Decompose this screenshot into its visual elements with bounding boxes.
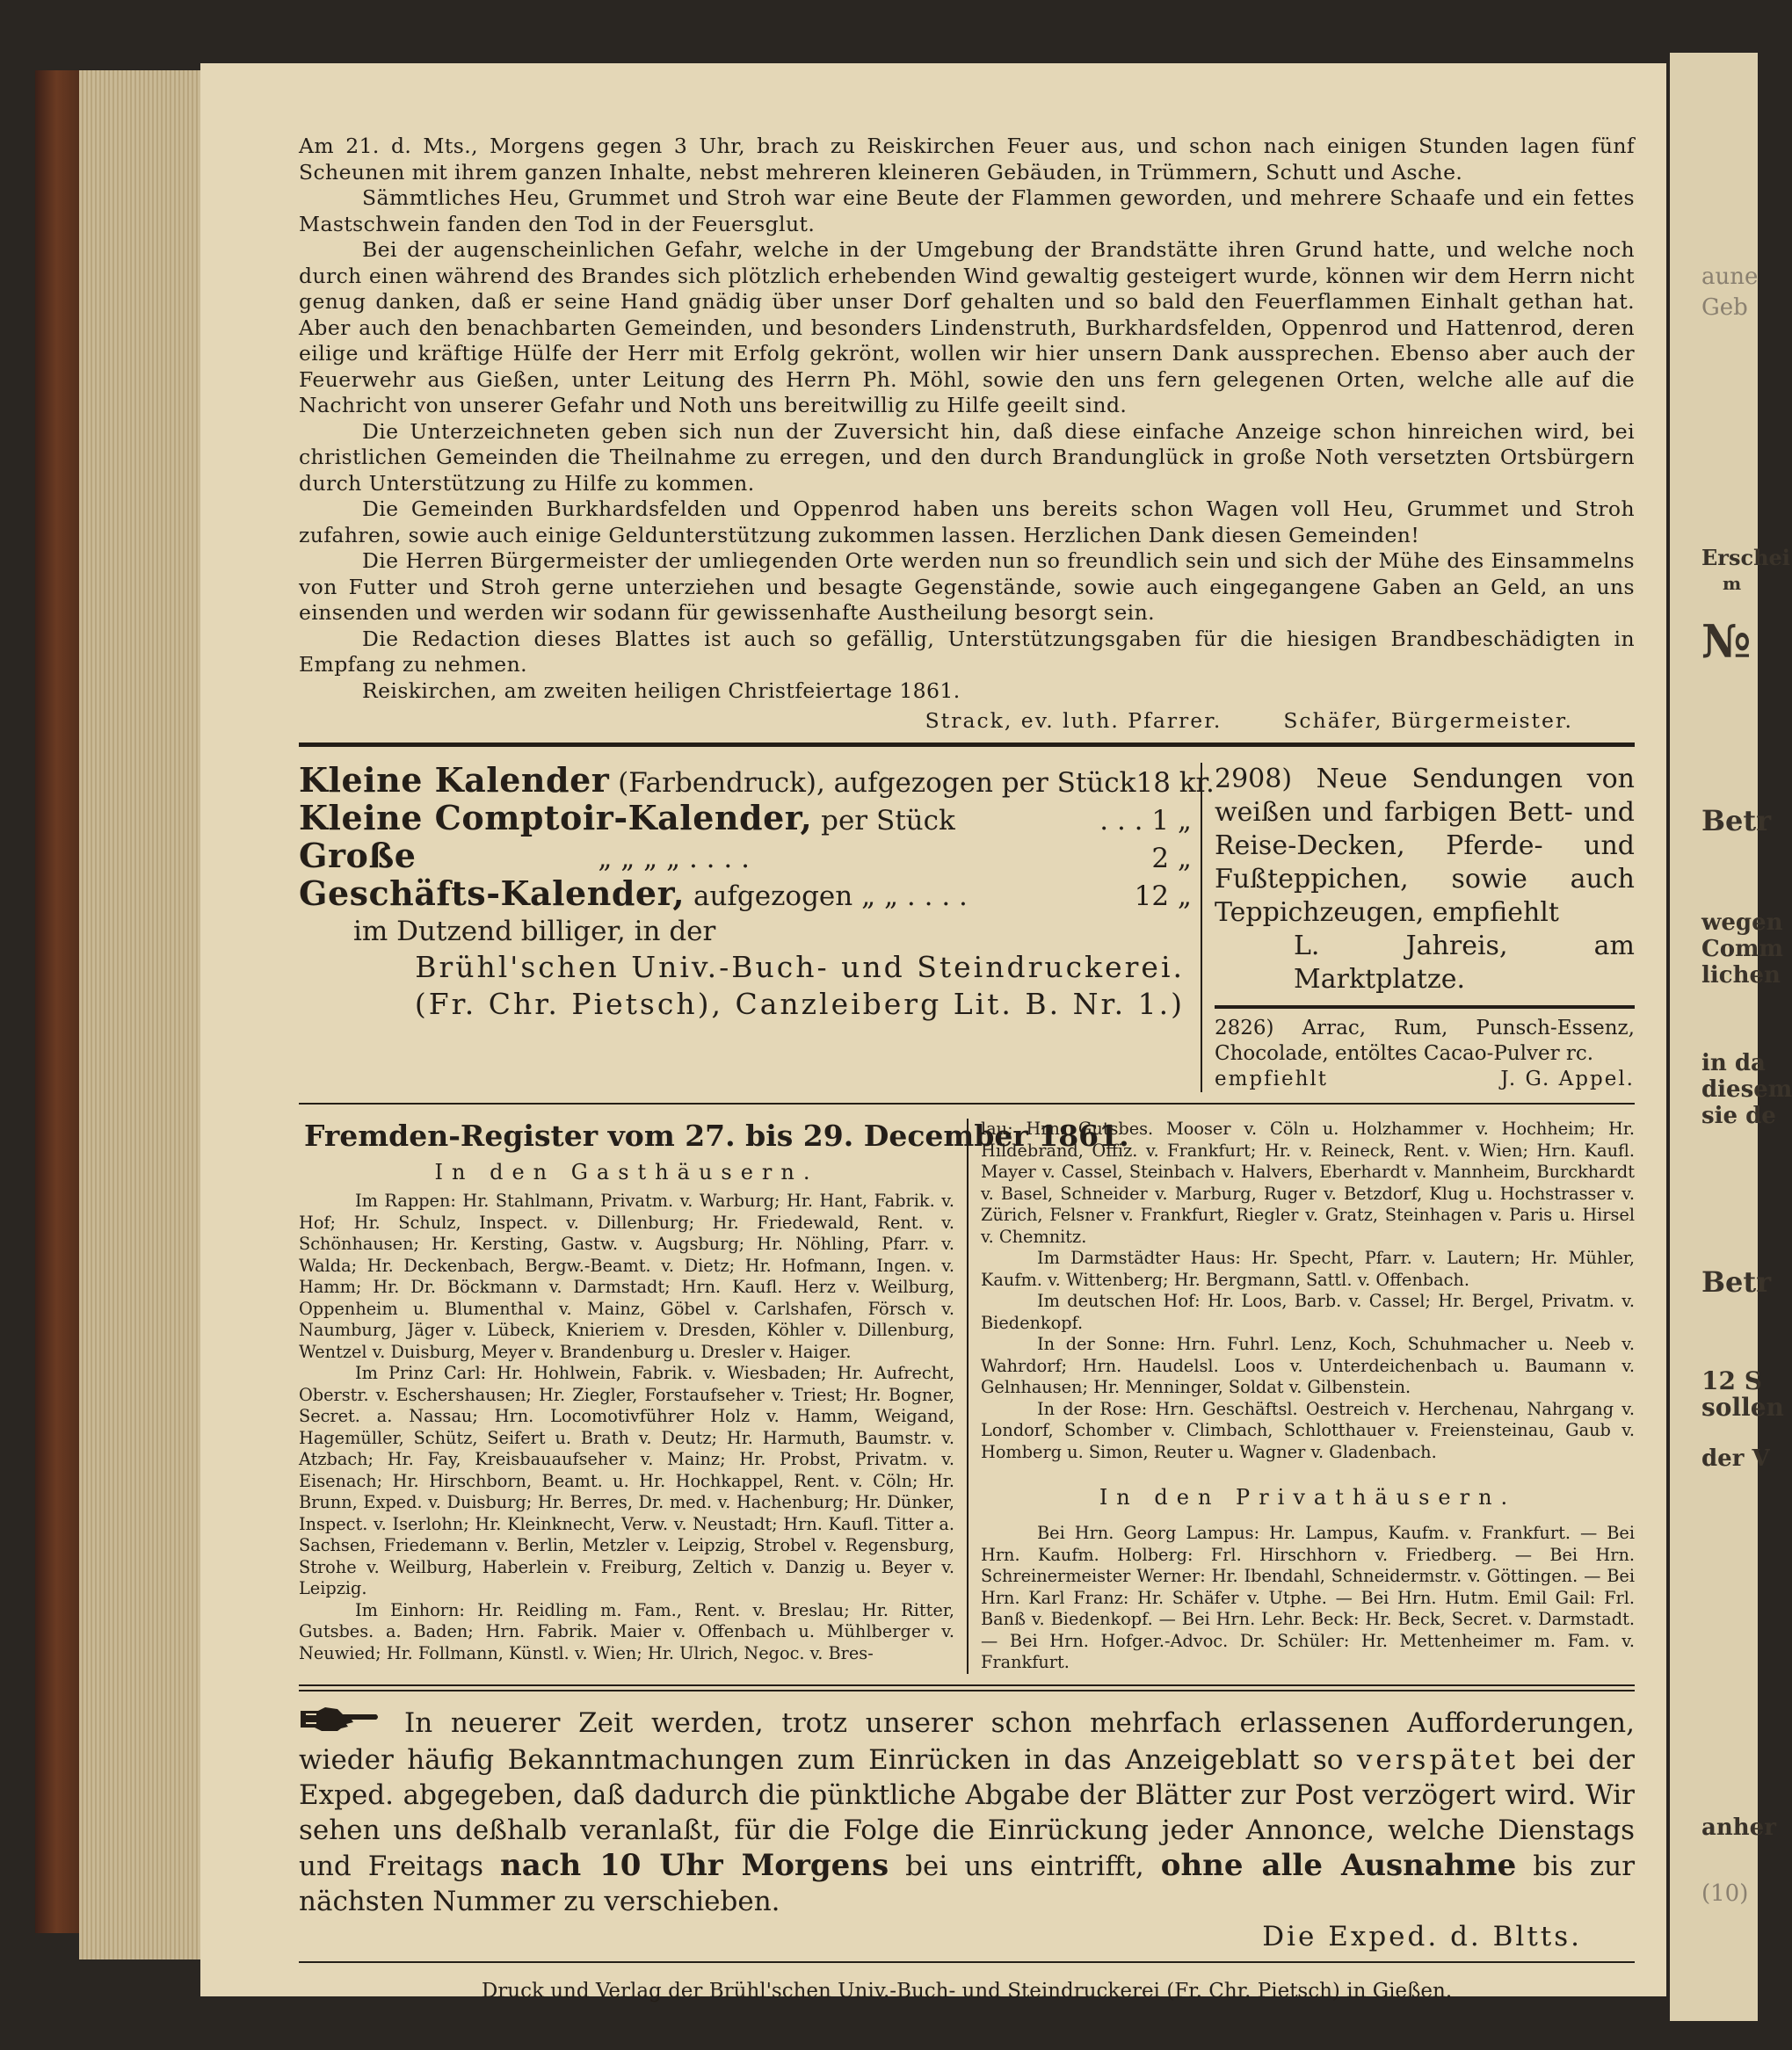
ad-2826 [1215, 1005, 1635, 1092]
ad-2826-text: 2826) Arrac, Rum, Punsch-Essenz, Chocolade, entöltes Cacao-Pulver rc. [1215, 1017, 1635, 1065]
report-signatures [299, 707, 1635, 734]
register-entry-continued: lau; Hrn. Gutsbes. Mooser v. Cöln u. Holzhammer v. Hochheim; Hr. Hildebrand, Offiz. v. Frankfurt; Hr. v. Reineck, Rent. v. Wien; Hrn. Kaufl. Mayer v. Cassel, Steinbach v. Halvers, Eberhardt v. Mannheim, Burckhardt v. Basel, Schneider v. Marburg, Ruger v. Betzdorf, Klug u. Hochstrasser v. Zürich, Felsner v. Frankfurt, Riegler v. Gratz, Steinhagen v. Paris u. Hirsel v. Chemnitz. [981, 1119, 1635, 1247]
inn-name: Im Rappen: [355, 1191, 456, 1211]
fragment-text: sollen [1701, 1393, 1784, 1422]
right-advertisements [1202, 763, 1635, 1092]
register-entry: Im Darmstädter Haus: Hr. Specht, Pfarr. v. Lautern; Hr. Mühler, Kaufm. v. Wittenberg; Hr. Bergmann, Sattl. v. Offenbach. [981, 1248, 1635, 1290]
printer-imprint: Druck und Verlag der Brühl'schen Univ.-Buch- und Steindruckerei (Fr. Chr. Pietsch) in Gießen. [481, 1980, 1453, 2003]
notice-emphasis: verspätet [1356, 1744, 1520, 1776]
register-entry: Im Rappen: Hr. Stahlmann, Privatm. v. Warburg; Hr. Hant, Fabrik. v. Hof; Hr. Schulz, Inspect. v. Dillenburg; Hr. Friedewald, Rent. v. Schönhausen; Hr. Kersting, Gastw. v. Augsburg; Hr. Nöhling, Pfarr. v. Walda; Hr. Deckenbach, Bergw.-Beamt. v. Dietz; Hr. Hofmann, Ingen. v. Hamm; Hr. Dr. Böckmann v. Darmstadt; Hrn. Kaufl. Herz v. Weilburg, Oppenheim u. Blumenthal v. Mainz, Göbel v. Carlshafen, Försch v. Naumburg, Jäger v. Lübeck, Knieriem v. Dresden, Köhler v. Dillenburg, Wentzel v. Duisburg, Meyer v. Brandenburg u. Dresler v. Haiger. [299, 1191, 954, 1362]
register-entry: In der Rose: Hrn. Geschäftsl. Oestreich v. Herchenau, Nahrgang v. Londorf, Schomber v. Climbach, Schlotthauer v. Freiensteinau, Gaub v. Homberg u. Simon, Reuter u. Wagner v. Gladenbach. [981, 1398, 1635, 1462]
fragment-text: Erschei [1701, 545, 1790, 570]
calendar-line [299, 800, 1192, 838]
register-entry: In der Sonne: Hrn. Fuhrl. Lenz, Koch, Schuhmacher u. Neeb v. Wahrdorf; Hrn. Haudelsl. Loos v. Unterdeichenbach u. Baumann v. Gelnhausen; Hr. Menninger, Soldat v. Gilbenstein. [981, 1334, 1635, 1397]
section-divider [299, 742, 1635, 747]
inn-name: Im deutschen Hof: [1037, 1291, 1201, 1311]
fragment-text: Comm [1701, 936, 1784, 962]
report-paragraph: Sämmtliches Heu, Grummet und Stroh war eine Beute der Flammen geworden, und mehrere Schaafe und ein fettes Mastschwein fanden den Tod in der Feuersglut. [299, 185, 1635, 236]
fragment-text: diesem [1701, 1076, 1792, 1103]
report-paragraph: Die Herren Bürgermeister der umliegenden Orte werden nun so freundlich sein und sich der Mühe des Einsammelns von Futter und Stroh gerne unterziehen und besagte Gegenstände, sowie auch eingegangene Gaben an Geld, an uns einsenden und werden wir sodann für gewissenhafte Austheilung besorgt sein. [299, 548, 1635, 625]
inn-name: In der Sonne: [1037, 1334, 1165, 1354]
page-content [299, 134, 1635, 2005]
calendar-address: (Fr. Chr. Pietsch), Canzleiberg Lit. B. Nr. 1.) [414, 987, 1185, 1021]
calendar-item-desc: aufgezogen „ „ . . . . [693, 880, 968, 912]
fragment-text: der V [1701, 1445, 1770, 1472]
calendar-item-price: 12 „ [1134, 880, 1192, 912]
notice-no-exception: ohne alle Ausnahme [1160, 1848, 1517, 1883]
ad-2908-signature: L. Jahreis, am Marktplatze. [1294, 931, 1635, 995]
ad-2908 [1215, 763, 1635, 996]
facing-page-fragment [1670, 53, 1792, 2021]
report-paragraph: Bei der augenscheinlichen Gefahr, welche in der Umgebung der Brandstätte ihren Grund hatte, und welche noch durch einen während des Brandes sich plötzlich erhebenden Wind gewaltig gesteigert wurde, können wir dem Herrn nicht genug danken, daß er seine Hand gnädig über unser Dorf gehalten und so bald den Feuerflammen Einhalt gethan hat. Aber auch den benachbarten Gemeinden, und besonders Lindenstruth, Burkhardsfelden, Oppenrod und Hattenrod, deren eilige und kräftige Hülfe der Herr mit Erfolg gekrönt, wollen wir hier unsern Dank aussprechen. Ebenso aber auch der Feuerwehr aus Gießen, unter Leitung des Herrn Ph. Möhl, sowie den uns fern gelegenen Orten, welche alle auf die Nachricht von unserer Gefahr und Noth uns bereitwillig zu Hilfe geeilt sind. [299, 237, 1635, 417]
page-edges [79, 70, 202, 1959]
register-subheading: In den Gasthäusern. [434, 1160, 819, 1184]
report-paragraph: Die Gemeinden Burkhardsfelden und Oppenrod haben uns bereits schon Wagen voll Heu, Grummet und Stroh zufahren, sowie auch einige Geldunterstützung zukommen lassen. Herzlichen Dank diesen Gemeinden! [299, 496, 1635, 547]
calendar-item-name: Geschäfts-Kalender, [299, 873, 686, 913]
section-divider [299, 1103, 1635, 1105]
register-entry: Im Einhorn: Hr. Reidling m. Fam., Rent. v. Breslau; Hr. Ritter, Gutsbes. a. Baden; Hrn. Fabrik. Maier v. Offenbach u. Mühlberger v. Neuwied; Hr. Follmann, Künstl. v. Wien; Hr. Ulrich, Negoc. v. Bres- [299, 1599, 954, 1663]
inn-name: Im Einhorn: [355, 1599, 465, 1620]
notice-deadline: nach 10 Uhr Morgens [500, 1848, 889, 1883]
fragment-text: № [1701, 615, 1752, 669]
calendar-item-price: 18 kr. [1135, 767, 1215, 799]
report-dateline: Reiskirchen, am zweiten heiligen Christfeiertage 1861. [362, 677, 961, 703]
calendar-item-name: Kleine Kalender [299, 760, 610, 800]
calendar-item-desc: (Farbendruck), aufgezogen per Stück [618, 767, 1136, 799]
calendar-line [299, 873, 1192, 914]
calendar-item-price: . . . 1 „ [1099, 805, 1192, 837]
pointing-hand-icon [299, 1706, 380, 1742]
ad-2826-recommend: empfiehlt [1215, 1068, 1329, 1090]
calendar-item-desc: „ „ „ „ . . . . [598, 843, 750, 874]
fragment-text: Betr [1701, 1265, 1772, 1299]
register-title: Fremden-Register vom 27. bis 29. December 1861. [304, 1119, 1129, 1153]
fragment-text: anher [1701, 1815, 1776, 1841]
signature-pastor: Strack, ev. luth. Pfarrer. [925, 708, 1222, 733]
calendar-item-desc: per Stück [821, 805, 955, 837]
fragment-text: wegen [1701, 909, 1783, 936]
fragment-text: aune [1701, 264, 1759, 290]
section-divider [299, 1961, 1635, 1963]
section-divider [299, 1690, 1635, 1691]
register-subheading: In den Privathäusern. [1099, 1485, 1517, 1510]
calendar-item-name: Kleine Comptoir-Kalender, [299, 798, 813, 837]
inn-name: Im Prinz Carl: [355, 1363, 487, 1383]
fragment-text: in da [1701, 1050, 1766, 1076]
calendar-item-price: 2 „ [1151, 843, 1192, 874]
fragment-text: 12 S [1701, 1366, 1762, 1395]
advertisements-row [299, 760, 1635, 1092]
fragment-text: Betr [1701, 804, 1772, 837]
calendar-line [299, 838, 1192, 876]
report-paragraph: Die Unterzeichneten geben sich nun der Zuversicht hin, daß diese einfache Anzeige schon hinreichen wird, bei christlichen Gemeinden die Theilnahme zu erregen, und den durch Brandunglück in große Noth versetzten Ortsbürgern durch Unterstützung zu Hilfe zu kommen. [299, 418, 1635, 496]
register-column-right [967, 1119, 1635, 1674]
ad-2908-text: 2908) Neue Sendungen von weißen und farbigen Bett- und Reise-Decken, Pferde- und Fußteppichen, sowie auch Teppichzeugen, empfiehlt [1215, 764, 1635, 928]
fragment-text: (10) [1701, 1880, 1749, 1907]
calendar-note: im Dutzend billiger, in der [353, 916, 716, 947]
newspaper-page [200, 63, 1666, 2003]
notice-signature: Die Exped. d. Bltts. [1262, 1921, 1582, 1952]
calendar-item-name: Große [299, 836, 417, 875]
fremden-register [299, 1119, 1635, 1674]
inn-name: Im Darmstädter Haus: [1037, 1248, 1241, 1268]
register-entry: Im deutschen Hof: Hr. Loos, Barb. v. Cassel; Hr. Bergel, Privatm. v. Biedenkopf. [981, 1291, 1635, 1333]
fragment-text: lichen [1701, 962, 1781, 989]
fragment-text: sie de [1701, 1103, 1776, 1129]
fragment-text: Geb [1701, 294, 1748, 321]
report-paragraph: Am 21. d. Mts., Morgens gegen 3 Uhr, brach zu Reiskirchen Feuer aus, und schon nach einigen Stunden lagen fünf Scheunen mit ihrem ganzen Inhalte, nebst mehreren kleineren Gebäuden, in Trümmern, Schutt und Asche. [299, 134, 1635, 185]
fire-report [299, 134, 1635, 734]
register-entry: Im Prinz Carl: Hr. Hohlwein, Fabrik. v. Wiesbaden; Hr. Aufrecht, Oberstr. v. Eschershausen; Hr. Ziegler, Forstaufseher v. Triest; Hr. Bogner, Secret. a. Nassau; Hrn. Locomotivführer Holz v. Hamm, Weigand, Hagemüller, Schütz, Seifert u. Brath v. Deutz; Hr. Harmuth, Baumstr. v. Atzbach; Hr. Fay, Kreisbauaufseher v. Mainz; Hr. Probst, Privatm. v. Eisenach; Hr. Hirschborn, Beamt. u. Hr. Hochkappel, Rent. v. Cöln; Hr. Brunn, Exped. v. Duisburg; Hr. Berres, Dr. med. v. Hachenburg; Hr. Dünker, Inspect. v. Iserlohn; Hr. Kleinknecht, Verw. v. Neustadt; Hrn. Kaufl. Titter a. Sachsen, Friedemann v. Berlin, Metzler v. Leipzig, Strobel v. Regensburg, Strohe v. Weilburg, Haberlein v. Freiburg, Zeltich v. Danzig u. Beyer v. Leipzig. [299, 1363, 954, 1598]
ad-2826-signature: J. G. Appel. [1500, 1068, 1635, 1090]
inn-name: In der Rose: [1037, 1398, 1148, 1419]
signature-mayor: Schäfer, Bürgermeister. [1283, 708, 1573, 733]
register-private-entries: Bei Hrn. Georg Lampus: Hr. Lampus, Kaufm. v. Frankfurt. — Bei Hrn. Kaufm. Holberg: Frl. Hirschhorn v. Friedberg. — Bei Hrn. Schreinermeister Werner: Hr. Ibendahl, Schneidermstr. v. Göttingen. — Bei Hrn. Karl Franz: Hr. Schäfer v. Utphe. — Bei Hrn. Hutm. Emil Gail: Frl. Banß v. Biedenkopf. — Bei Hrn. Lehr. Beck: Hr. Beck, Secret. v. Darmstadt. — Bei Hrn. Hofger.-Advoc. Dr. Schüler: Hr. Mettenheimer m. Fam. v. Frankfurt. [981, 1523, 1635, 1672]
calendar-advertisement [299, 760, 1215, 1092]
fragment-text: m [1723, 573, 1742, 594]
expedition-notice: In neuerer Zeit werden, trotz unserer schon mehrfach erlassenen Aufforderungen, wieder häufig Bekanntmachungen zum Einrücken in das Anzeigeblatt so verspätet bei der Exped. abgegeben, daß dadurch die pünktliche Abgabe der Blätter zur Post verzögert wird. Wir sehen uns deßhalb veranlaßt, für die Folge die Einrückung jeder Annonce, welche Dienstags und Freitags nach 10 Uhr Morgens bei uns eintrifft, ohne alle Ausnahme bis zur nächsten Nummer zu verschieben. Die Exped. d. Bltts. [299, 1706, 1636, 1952]
calendar-line [299, 760, 1215, 800]
calendar-printer: Brühl'schen Univ.-Buch- und Steindruckerei. [415, 950, 1185, 984]
section-divider [299, 1684, 1635, 1686]
report-paragraph: Die Redaction dieses Blattes ist auch so gefällig, Unterstützungsgaben für die hiesigen Brandbeschädigten in Empfang zu nehmen. [299, 626, 1635, 677]
